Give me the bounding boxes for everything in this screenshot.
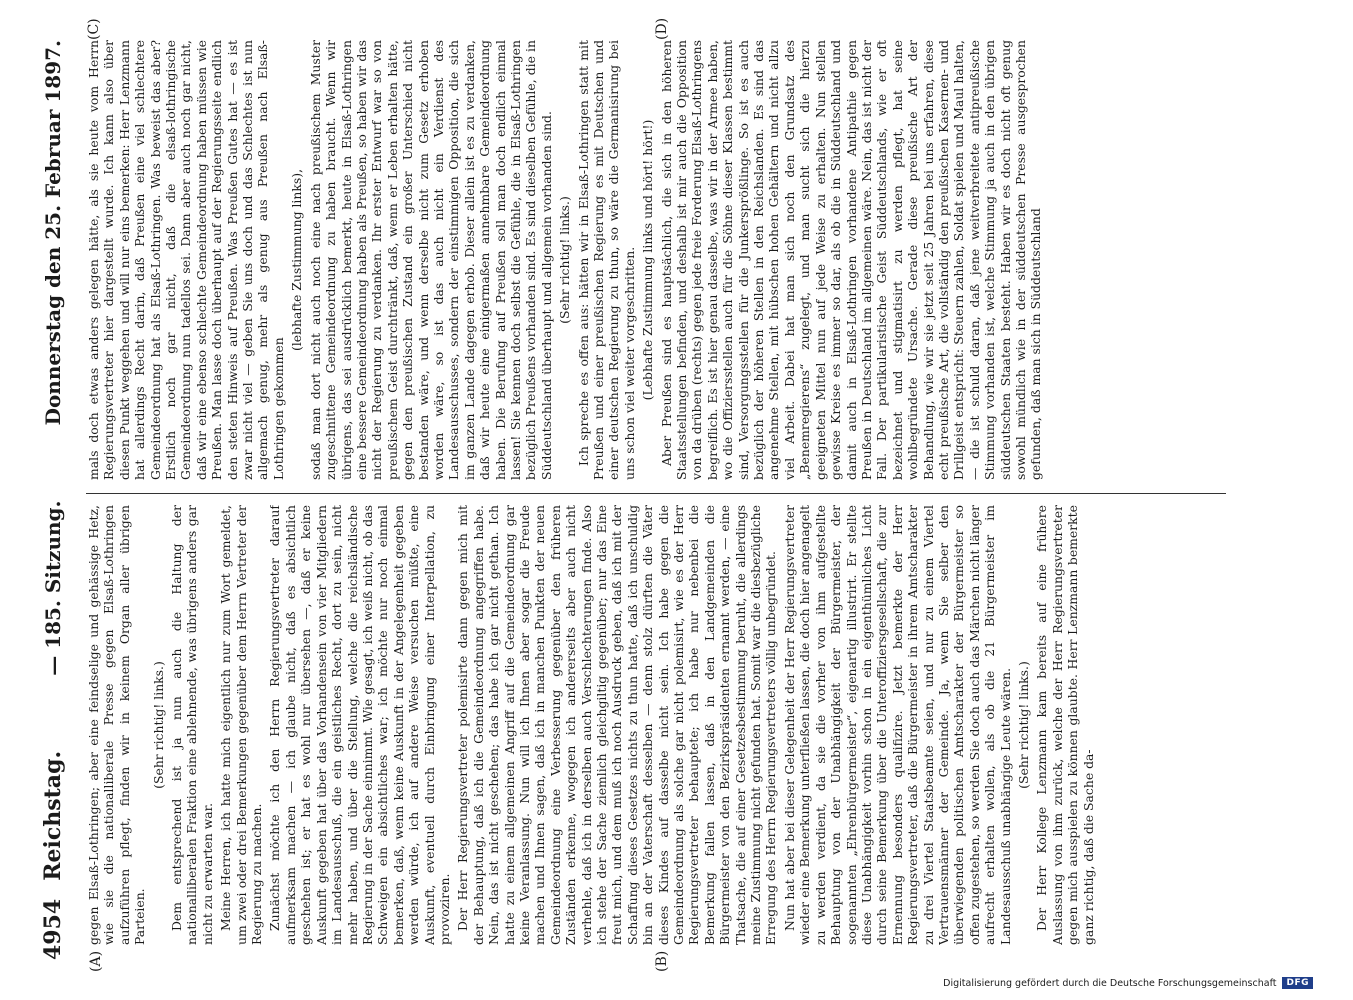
paragraph: Ich spreche es offen aus: hätten wir in Elsaß-Lothringen statt mit Preußen und einer preußischen Regierung es mit Deutschen und einer deutschen Regierung zu thun, so wäre die Germanisirung bei uns schon viel weiter vorgeschritten. [575,40,637,480]
paragraph: (Sehr richtig! links.) [1015,661,1031,789]
paragraph: Nun hat aber bei dieser Gelegenheit der Herr Regierungsvertreter wieder eine Bemerkung unterfließen lassen, die doch hier angenagelt zu werden verdient, da sie die vorher von ihm aufgestellte Behauptung von der Unabhängigkeit der Bürgermeister, der sogenannten „Ehrenbürgermeister“, eigenartig illustrirt. Er stellte diese Unabhängigkeit vorhin schon in ein eigenthümliches Licht durch seine Bemerkung über die Unteroffiziersgesellschaft, die zur Ernennung besonders qualifizire. Jetzt bemerkte der Herr Regierungsvertreter, daß die Bürgermeister in ihrem Amtscharakter zu drei Viertel Staatsbeamte seien, und nur zu einem Viertel Vertrauensmänner der Gemeinde. Ja, wenn Sie selber den überwiegenden politischen Amtscharakter der Bürgermeister so offen zugestehen, so werden Sie doch auch das Märchen nicht länger aufrecht erhalten wollen, als ob die 21 Bürgermeister im Landesausschuß unabhängige Leute wären. [781,505,1013,945]
paragraph: Der Herr Kollege Lenzmann kam bereits auf eine frühere Auslassung von ihm zurück, welche der Herr Regierungsvertreter gegen mich ausspielen zu können glaubte. Herr Lenzmann bemerkte ganz richtig, daß die Sache da- [1034,505,1096,945]
paragraph: Der Herr Regierungsvertreter polemisirte dann gegen mich mit der Behauptung, daß ich die Gemeindeordnung angegriffen habe. Nein, das ist nicht geschehen; das habe ich gar nicht gethan. Ich hatte zu einem allgemeinen Angriff auf die Gemeindeordnung gar keine Veranlassung. Nun will ich Ihnen aber sogar die Freude machen und Ihnen sagen, daß ich in manchen Punkten der neuen Gemeindeordnung eine Verbesserung gegenüber den früheren Zuständen erkenne, wogegen ich andererseits aber auch nicht verhehle, daß ich in derselben auch Verschlechterungen finde. Also ich stehe der Sache ziemlich gleichgiltig gegenüber; nur das Eine freut mich, und dem muß ich noch Ausdruck geben, daß ich mit der Schaffung dieses Gesetzes nichts zu thun hatte, daß ich unschuldig bin an der Vaterschaft desselben — denn stolz dürften die Väter dieses Kindes auf dasselbe nicht sein. Ich habe gegen die Gemeindeordnung als solche gar nicht polemisirt, wie es der Herr Regierungsvertreter behauptete; ich habe nur nebenbei die Bemerkung fallen lassen, daß in den Landgemeinden die Bürgermeister von den Bezirkspräsidenten ernannt werden, — eine Thatsache, die auf einer Gesetzesbestimmung beruht, die allerdings meine Zustimmung nicht gefunden hat. Somit war die diesbezügliche Erregung des Herrn Regierungsvertreters völlig unbegründet. [455,505,779,945]
paragraph: (Sehr richtig! links.) [150,661,166,789]
margin-marker-d: (D) [654,17,670,40]
margin-marker-c: (C) [86,18,102,40]
session-label: — 185. Sitzung. [41,500,65,676]
page-header [40,40,70,960]
paragraph: sodaß man dort nicht auch noch eine nach preußischem Muster zugeschnittene Gemeindeordnung zu haben braucht. Wenn wir übrigens, das sei ausdrücklich bemerkt, heute in Elsaß-Lothringen eine bessere Gemeindeordnung haben als Preußen, so haben wir das nicht der Regierung zu verdanken. Ihr erster Entwurf war so von preußischem Geist durchtränkt, daß, wenn er Leben erhalten hätte, gegen den preußischen Zustand ein großer Unterschied nicht bestanden wäre, und wenn derselbe nicht zum Gesetz erhoben worden wäre, so ist das auch nicht ein Verdienst des Landesausschusses, sondern der einstimmigen Opposition, die sich im ganzen Lande dagegen erhob. Dieser allein ist es zu verdanken, daß wir heute eine einigermaßen annehmbare Gemeindeordnung haben. Die Berufung auf Preußen soll man doch endlich einmal lassen! Sie kennen doch selbst die Gefühle, die in Elsaß-Lothringen bezüglich Preußens vorhanden sind. Es sind dieselben Gefühle, die in Süddeutschland überhaupt und allgemein vorhanden sind. [307,40,554,480]
footer-credit-text: Digitalisierung gefördert durch die Deutsche Forschungsgemeinschaft [943,977,1277,989]
paragraph: (Sehr richtig! links.) [557,196,573,324]
paragraph: (lebhafte Zustimmung links), [289,168,305,352]
paragraph: Zunächst möchte ich den Herrn Regierungsvertreter darauf aufmerksam machen — ich glaube nicht, daß es absichtlich geschehen ist; er hat es wohl nur übersehen —, daß er keine Auskunft gegeben hat über das Vorhandensein von vier Mitgliedern im Landesausschuß, die ein geistliches Recht, dort zu sein, nicht mehr haben, und über die Stellung, welche die reichsländische Regierung in der Sache einnimmt. Wie gesagt, ich weiß nicht, ob das Schweigen ein absichtliches war; ich möchte nur noch einmal bemerken, daß, wenn keine Auskunft in der Angelegenheit gegeben werden würde, ich auf andere Weise versuchen müßte, eine Auskunft, eventuell durch Einbringung einer Interpellation, zu provoziren. [267,505,452,945]
paragraph: Dem entsprechend ist ja nun auch die Haltung der nationalliberalen Fraktion eine ablehnende, was übrigens anders gar nicht zu erwarten war. [169,505,215,945]
margin-marker-a: (A) [88,950,104,972]
column-divider [86,493,1226,494]
right-column [86,40,1226,480]
digitization-footer [40,974,1313,992]
header-title: Reichstag. [40,750,66,881]
session-date: Donnerstag den 25. Februar 1897. [41,40,65,426]
paragraph: mals doch etwas anders gelegen hätte, als sie heute vom Herrn Regierungsvertreter hier dargestellt wurde. Ich kann also über diesen Punkt weggehen und will nur eins bemerken: Herr Lenzmann hat allerdings Recht darin, daß Preußen eine viel schlechtere Gemeindeordnung hat als Elsaß-Lothringen. Was beweist das aber? Erstlich noch gar nicht, daß die elsaß-lothringische Gemeindeordnung nun tadellos sei. Dann aber auch noch gar nicht, daß wir eine ebenso schlechte Gemeindeordnung haben müssen wie Preußen. Man lasse doch überhaupt auf der Regierungsseite endlich den steten Hinweis auf Preußen. Was Preußen Gutes hat — es ist zwar nicht viel — geben Sie uns doch und das Schlechtes ist nun allgemach genug, mehr als genug aus Preußen nach Elsaß-Lothringen gekommen [86,40,286,480]
page-number: 4954 [40,898,66,960]
paragraph: Meine Herren, ich hatte mich eigentlich nur zum Wort gemeldet, um zwei oder drei Bemerkungen gegenüber dem Herrn Vertreter der Regierung zu machen. [218,505,265,945]
margin-marker-b: (B) [654,950,670,972]
paragraph: (Lebhafte Zustimmung links und hört! hört!) [640,119,656,401]
left-column [86,505,1226,945]
dfg-logo: DFG [1282,977,1313,989]
paragraph: gegen Elsaß-Lothringen; aber eine feindselige und gehässige Hetz, wie sie die nationalliberale Presse gegen Elsaß-Lothringen aufzuführen pflegt, finden wir in keinem Organ aller übrigen Parteien. [86,505,148,945]
paragraph: Aber Preußen sind es hauptsächlich, die sich in den höheren Staatsstellungen befinden, und deshalb ist mir auch die Opposition von da drüben (rechts) gegen jede freie Forderung Elsaß-Lothringens begreiflich. Es ist hier genau dasselbe, was wir in der Armee haben, wo die Offiziersstellen auch für die Söhne dieser Klassen bestimmt sind, Versorgungsstellen für die Junkersprößlinge. So ist es auch bezüglich der höheren Stellen in den Reichslanden. Es sind das angenehme Stellen, mit hübschen hohen Gehältern und nicht allzu viel Arbeit. Dabei hat man sich noch den Grundsatz des „Benemregierens“ zugelegt, und man sucht sich die hierzu geeigneten Mittel nun auf jede Weise zu erhalten. Nun stellen gewisse Kreise es immer so dar, als ob die in Süddeutschland und damit auch in Elsaß-Lothringen vorhandene Antipathie gegen Preußen in Deutschland im allgemeinen wäre. Nein, das ist nicht der Fall. Der partikularistische Geist Süddeutschlands, wie er oft bezeichnet und stigmatisirt zu werden pflegt, hat seine wohlbegründete Ursache. Gerade diese preußische Art der Behandlung, wie wir sie jetzt seit 25 Jahren bei uns erfahren, diese echt preußische Art, die vollständig den preußischen Kasernen- und Drillgeist entspricht: Steuern zahlen, Soldat spielen und Maul halten, — die ist schuld daran, daß jene weitverbreitete antipreußische Stimmung vorhanden ist, welche Stimmung ja auch in den übrigen süddeutschen Staaten besteht. Haben wir es doch nicht oft genug sowohl mündlich wie in der süddeutschen Presse ausgesprochen gefunden, daß man sich in Süddeutschland [658,40,1044,480]
